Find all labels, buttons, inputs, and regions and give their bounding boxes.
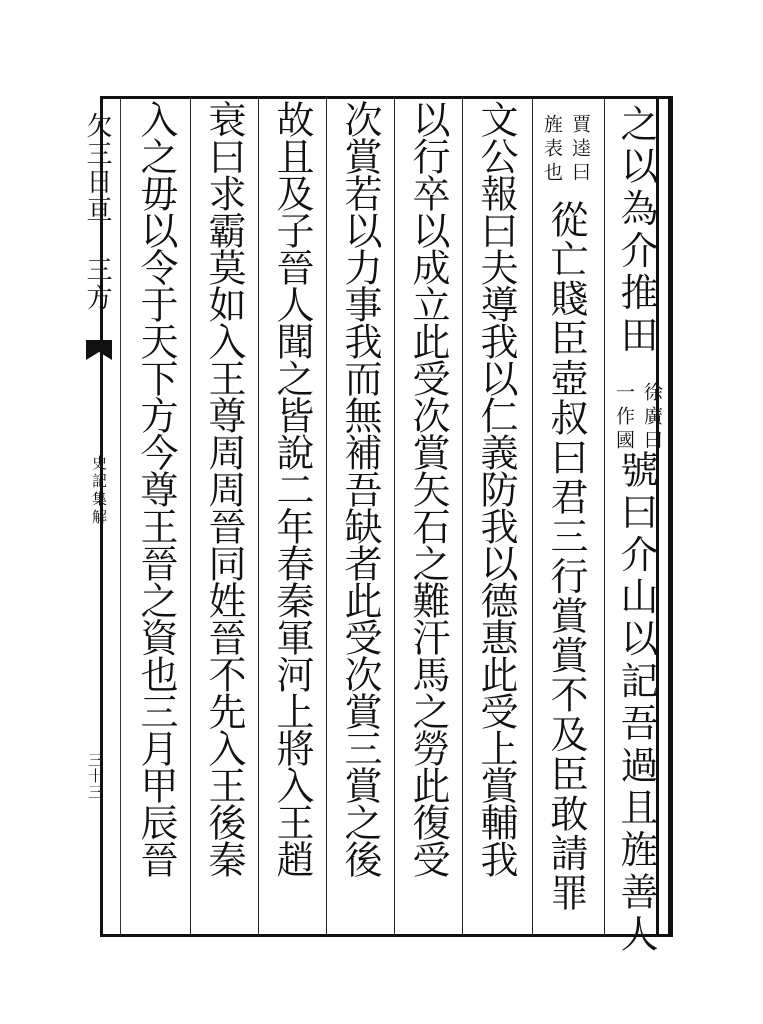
column-rule: [258, 99, 259, 934]
column-rule: [462, 99, 463, 934]
column-rule: [532, 99, 533, 934]
column-rule: [190, 99, 191, 934]
text-column-4: 以行卒以成立此受次賞矢石之難汗馬之勞此復受: [406, 100, 450, 877]
fishtail-mark-icon: [84, 338, 114, 366]
column-rule: [394, 99, 395, 934]
commentary-note-1a: 徐廣曰: [641, 382, 663, 454]
column-rule: [326, 99, 327, 934]
margin-title: 欠三日亘 三方: [82, 112, 112, 312]
text-column-2: 從亡賤臣壺叔曰君三行賞賞不及臣敢請罪: [544, 200, 588, 913]
commentary-note-2b: 旌表也: [541, 114, 563, 186]
commentary-note-2a: 賈逵曰: [569, 114, 591, 186]
gutter-rule: [120, 99, 121, 934]
text-column-1b: 號曰介山以記吾過且旌善人: [614, 450, 658, 957]
text-column-6: 故且及子晉人聞之皆說二年春秦軍河上將入王趙: [270, 100, 314, 877]
margin-book-title: 史記集解: [90, 455, 108, 527]
text-column-3: 文公報曰夫導我以仁義防我以德惠此受上賞輔我: [474, 100, 518, 877]
margin-page-number: 三十三: [86, 752, 104, 800]
text-column-7: 衰曰求霸莫如入王尊周周晉同姓晉不先入王後秦: [202, 100, 246, 877]
column-rule: [604, 99, 605, 934]
commentary-note-1b: 一作國: [613, 382, 635, 454]
frame-outer-right-rule: [668, 96, 673, 937]
text-column-5: 次賞若以力事我而無補吾缺者此受次賞三賞之後: [338, 100, 382, 877]
frame-bottom-rule: [100, 934, 672, 937]
text-column-8: 入之毋以令于天下方今尊王晉之資也三月甲辰晉: [134, 100, 178, 877]
frame-top-rule: [100, 96, 672, 99]
text-column-1a: 之以為介推田: [614, 104, 658, 358]
